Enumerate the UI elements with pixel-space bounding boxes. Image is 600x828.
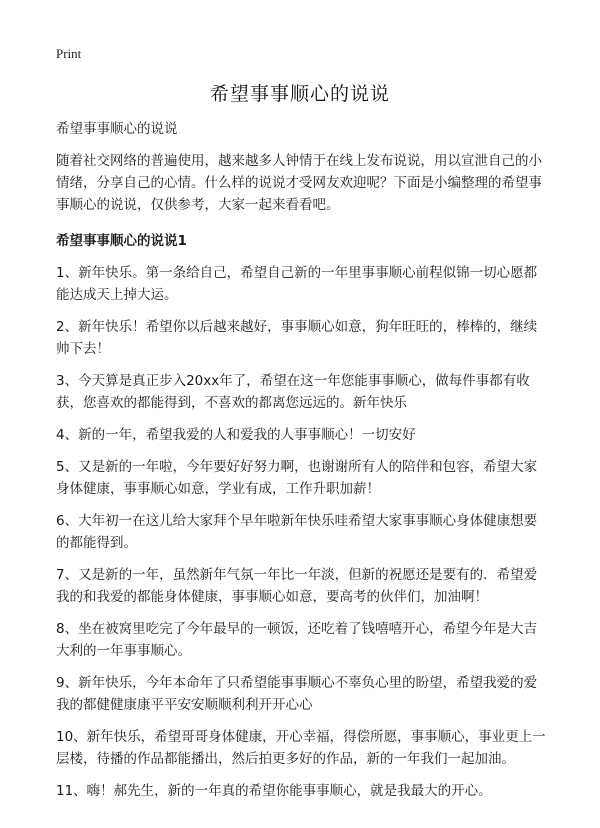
- list-item: 6、大年初一在这儿给大家拜个早年啦新年快乐哇希望大家事事顺心身体健康想要的都能得到。: [56, 513, 538, 551]
- list-item: 2、新年快乐！希望你以后越来越好，事事顺心如意，狗年旺旺的，棒棒的，继续帅下去！: [56, 319, 538, 357]
- section-heading: 希望事事顺心的说说1: [56, 233, 187, 249]
- document-subtitle: 希望事事顺心的说说: [56, 121, 178, 137]
- list-item: 9、新年快乐，今年本命年了只希望能事事顺心不辜负心里的盼望，希望我爱的爱我的都健健康康平平安安顺顺利利开开心心: [56, 675, 538, 713]
- list-item: 8、坐在被窝里吃完了今年最早的一顿饭，还吃着了钱嘻嘻开心，希望今年是大吉大利的一年事事顺心。: [56, 621, 538, 659]
- list-item: 4、新的一年，希望我爱的人和爱我的人事事顺心！一切安好: [56, 427, 416, 443]
- list-item: 3、今天算是真正步入20xx年了，希望在这一年您能事事顺心，做每件事都有收获，您喜欢的都能得到，不喜欢的都离您远远的。新年快乐: [56, 373, 530, 411]
- list-item: 1、新年快乐。第一条给自己，希望自己新的一年里事事顺心前程似锦一切心愿都能达成天上掉大运。: [56, 265, 538, 303]
- list-item: 5、又是新的一年啦，今年要好好努力啊，也谢谢所有人的陪伴和包容，希望大家身体健康，事事顺心如意，学业有成，工作升职加薪！: [56, 459, 538, 497]
- list-item: 10、新年快乐，希望哥哥身体健康，开心幸福，得偿所愿，事事顺心，事业更上一层楼，待播的作品都能播出，然后拍更多好的作品，新的一年我们一起加油。: [56, 729, 546, 767]
- list-item: 11、嗨！郝先生，新的一年真的希望你能事事顺心，就是我最大的开心。: [56, 783, 492, 799]
- list-item: 7、又是新的一年，虽然新年气氛一年比一年淡，但新的祝愿还是要有的．希望爱我的和我爱的都能身体健康，事事顺心如意，要高考的伙伴们，加油啊！: [56, 567, 538, 605]
- intro-paragraph: 随着社交网络的普遍使用，越来越多人钟情于在线上发布说说，用以宣泄自己的小情绪，分享自己的心情。什么样的说说才受网友欢迎呢？下面是小编整理的希望事事顺心的说说，仅供参考，大家一起来看看吧。: [56, 153, 542, 213]
- print-label[interactable]: Print: [56, 46, 82, 61]
- document-body: [56, 118, 550, 812]
- document-title: 希望事事顺心的说说: [209, 83, 390, 105]
